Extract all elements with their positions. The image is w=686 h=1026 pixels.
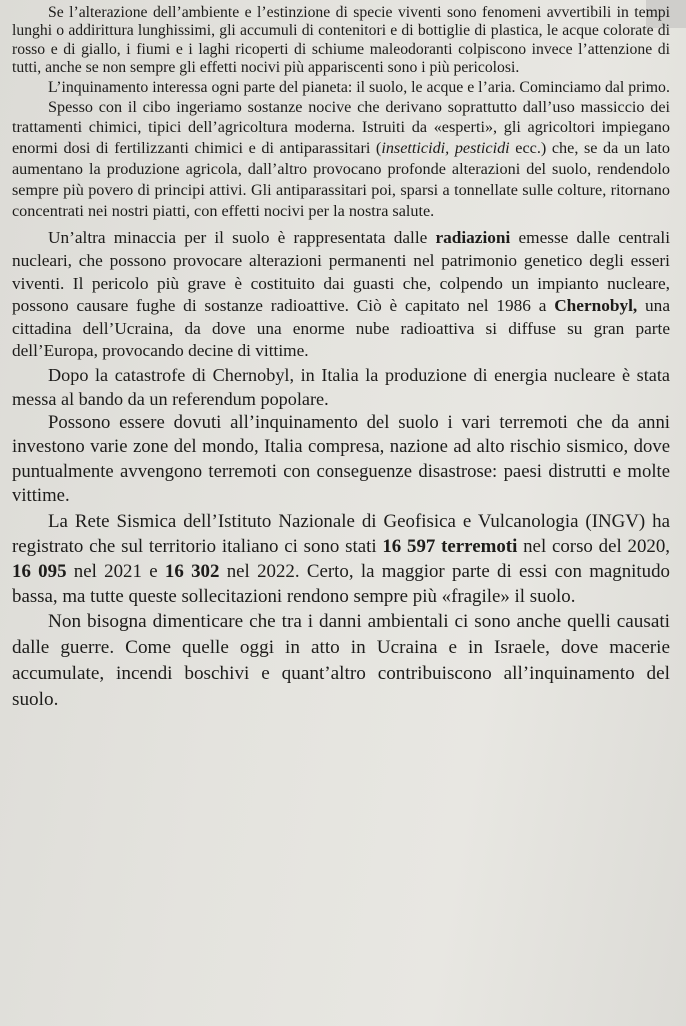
text-run: nel 2021 e: [66, 560, 165, 582]
paragraph-radiation: [12, 227, 670, 363]
paragraph-wars: [12, 609, 670, 713]
text-run: La Rete Sismica dell’Istituto Nazionale di Geofisica e Vulcanologia (INGV) ha registrato che sul territorio italiano ci sono stati: [12, 510, 670, 557]
text-run: L’inquinamento interessa ogni parte del pianeta: il suolo, le acque e l’aria. Cominciamo dal primo.: [48, 78, 670, 96]
text-run: Se l’alterazione dell’ambiente e l’estinzione di specie viventi sono fenomeni avvertibili in tempi lunghi o addirittura lunghissimi, gli accumuli di contenitori e di bottiglie di plastica, le acque colorate di rosso e di giallo, i fiumi e i laghi ricoperti di schiume maleodoranti colpiscono invece l’attenzione di tutti, anche se non sempre gli effetti nocivi più appariscenti sono i più pericolosi.: [12, 4, 670, 77]
bold-text: 16 302: [164, 560, 220, 582]
text-run: Spesso con il cibo ingeriamo sostanze nocive che derivano soprattutto dall’uso massiccio dei trattamenti chimici, tipici dell’agricoltura moderna. Istruiti da «esperti», gli agricoltori impiegano enormi dosi di fertilizzanti chimici e di antiparassitari (: [12, 97, 670, 158]
paragraph-intro: [12, 4, 670, 78]
paragraph-ingv-stats: [12, 509, 670, 609]
text-run: emesse dalle centrali nucleari, che possono provocare alterazioni permanenti nel patrimonio genetico degli esseri viventi. Il pericolo più grave è costituito dai guasti che, colpendo un impianto nucleare, possono causare fughe di sostanze radioattive. Ciò è capitato nel 1986 a: [12, 228, 671, 316]
text-run: Dopo la catastrofe di Chernobyl, in Italia la produzione di energia nucleare è stata messa al bando da un referendum popolare.: [12, 364, 670, 409]
bold-text: radiazioni: [435, 228, 511, 248]
paragraph-chemicals: [12, 97, 670, 222]
paragraph-earthquakes: [12, 411, 670, 509]
bold-text: 16 597 terremoti: [382, 535, 518, 557]
text-run: Un’altra minaccia per il suolo è rappresentata dalle: [48, 228, 436, 248]
paragraph-referendum: [12, 363, 670, 411]
bold-text: Chernobyl,: [554, 296, 638, 316]
text-run: ecc.) che, se da un lato aumentano la produzione agricola, dall’altro provocano profonde alterazioni del suolo, rendendolo sempre più povero di principi attivi. Gli antiparassitari poi, sparsi a tonnellate sulle colture, ritornano concentrati nei nostri piatti, con effetti nocivi per la nostra salute.: [12, 139, 670, 220]
paragraph-pollution-overview: [12, 78, 670, 97]
text-run: Possono essere dovuti all’inquinamento del suolo i vari terremoti che da anni investono varie zone del mondo, Italia compresa, nazione ad alto rischio sismico, dove puntualmente avvengono terremoti con conseguenze disastrose: paesi distrutti e molte vittime.: [12, 411, 670, 507]
text-run: nel 2022. Certo, la maggior parte di essi con magnitudo bassa, ma tutte queste sollecitazioni rendono sempre più «fragile» il suolo.: [12, 560, 670, 607]
bold-text: 16 095: [12, 560, 67, 582]
text-run: Non bisogna dimenticare che tra i danni ambientali ci sono anche quelli causati dalle guerre. Come quelle oggi in atto in Ucraina e in Israele, dove macerie accumulate, incendi boschivi e quant’altro contribuiscono all’inquinamento del suolo.: [12, 610, 670, 710]
article-body: [12, 4, 670, 713]
text-run: una cittadina dell’Ucraina, da dove una enorme nube radioattiva si diffuse su gran parte dell’Europa, provocando decine di vittime.: [12, 296, 670, 361]
italic-text: insetticidi, pesticidi: [381, 139, 510, 158]
text-run: nel corso del 2020,: [517, 535, 670, 557]
